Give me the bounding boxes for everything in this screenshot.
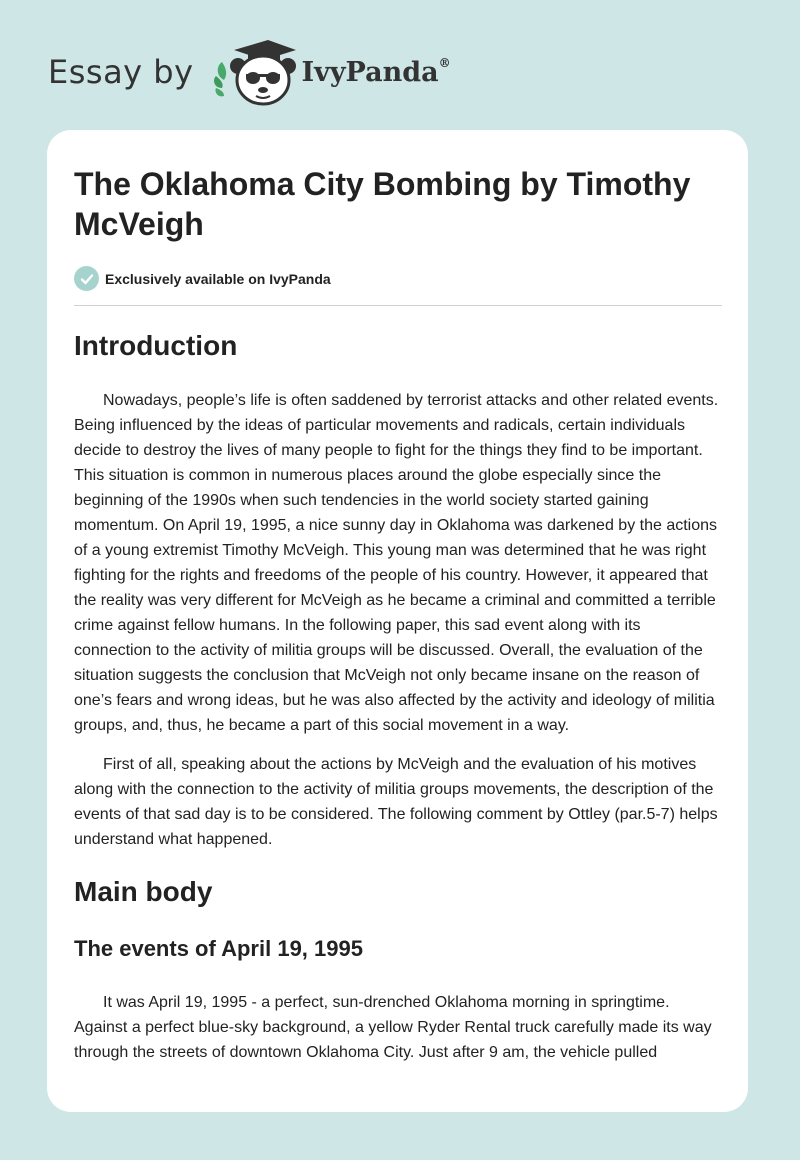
essay-content — [47, 130, 748, 1065]
paragraph: First of all, speaking about the actions by McVeigh and the evaluation of his motives along with the connection to the activity of militia groups movements, the description of the events of that sad day is to be considered. The following comment by Ottley (par.5-7) helps understand what happened. — [74, 756, 718, 848]
exclusive-label: Exclusively available on IvyPanda — [105, 270, 331, 287]
section-heading-introduction: Introduction — [74, 330, 238, 361]
brand-text: IvyPanda — [301, 57, 439, 88]
ivypanda-logo[interactable] — [210, 36, 451, 108]
essay-title: The Oklahoma City Bombing by Timothy McVeigh — [74, 166, 691, 242]
exclusive-badge — [74, 266, 722, 291]
registered-mark: ® — [438, 56, 451, 70]
section-heading-main-body: Main body — [74, 876, 213, 907]
paragraph: It was April 19, 1995 - a perfect, sun-drenched Oklahoma morning in springtime. Against a perfect blue-sky background, a yellow Ryder Rental truck carefully made its way through the streets of downtown Oklahoma City. Just after 9 am, the vehicle pulled — [74, 994, 712, 1061]
check-icon — [74, 266, 99, 291]
paragraph: Nowadays, people’s life is often saddened by terrorist attacks and other related events. Being influenced by the ideas of particular movements and radicals, certain individuals decide to destroy the lives of many people to fight for the things they find to be important. This situation is common in numerous places around the globe especially since the beginning of the 1990s when such tendencies in the world society started gaining momentum. On April 19, 1995, a nice sunny day in Oklahoma was darkened by the actions of a young extremist Timothy McVeigh. This young man was determined that he was right fighting for the rights and freedoms of the people of his country. However, it appeared that the reality was very different for McVeigh as he became a criminal and committed a terrible crime against fellow humans. In the following paper, this sad event along with its connection to the activity of militia groups will be discussed. Overall, the evaluation of the situation suggests the conclusion that McVeigh not only became insane on the reason of one’s fears and wrong ideas, but he was also affected by the activity and ideology of militia groups, and, thus, he became a part of this social movement in a way. — [74, 392, 719, 734]
site-header — [48, 36, 508, 108]
brand-name — [302, 56, 451, 88]
title-divider — [74, 305, 722, 306]
subsection-heading-events: The events of April 19, 1995 — [74, 936, 363, 961]
essay-card — [47, 130, 748, 1112]
panda-logo-icon — [210, 36, 298, 108]
essay-by-label: Essay by — [48, 53, 194, 91]
